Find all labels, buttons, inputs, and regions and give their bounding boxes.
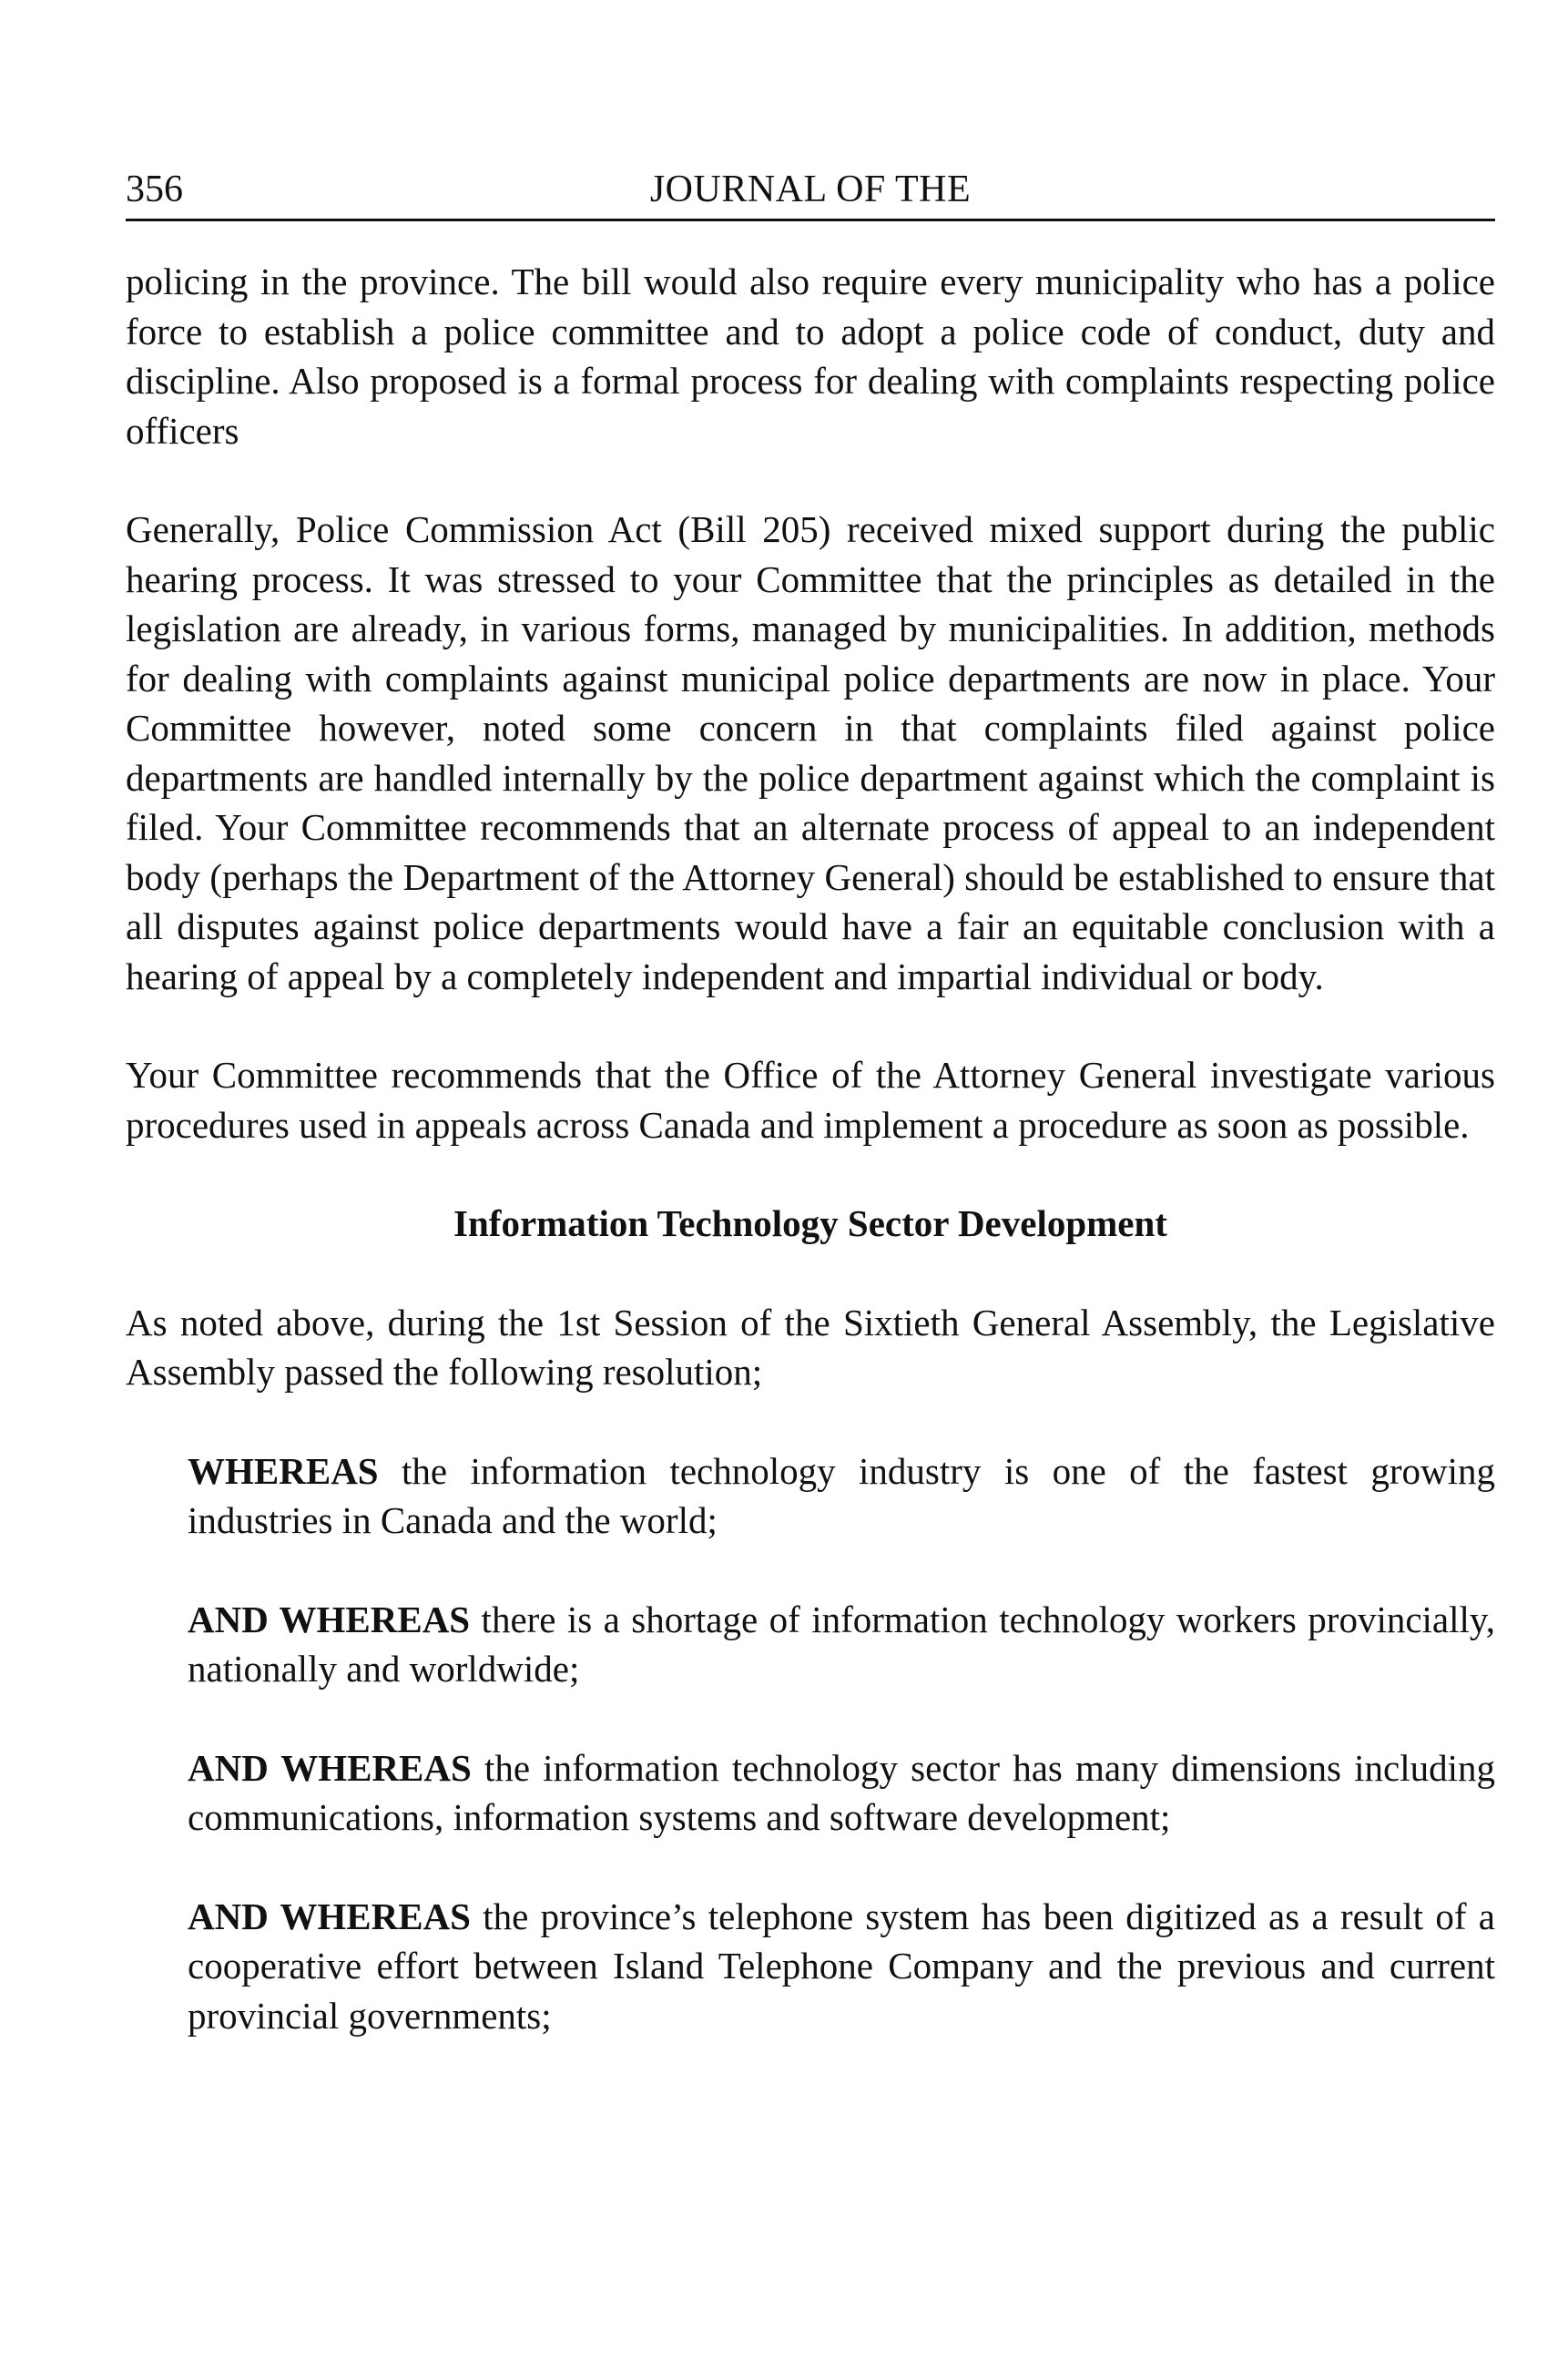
running-head: JOURNAL OF THE: [649, 169, 972, 210]
clause-text: the information technology sector has many dimensions including communications, information systems and software development;: [188, 1746, 1495, 1838]
clause-lead: AND WHEREAS: [188, 1746, 472, 1789]
paragraph-police-bill: policing in the province. The bill would also require every municipality who has a police force to establish a police committee and to adopt a police code of conduct, duty and discipline. Also proposed is a formal process for dealing with complaints respecting police officers: [126, 260, 1495, 452]
clause-text: the information technology industry is one of the fastest growing industries in Canada and the world;: [188, 1449, 1495, 1541]
resolution-clause: [188, 1892, 1495, 2041]
resolution-clause: [188, 1595, 1495, 1694]
clause-text: the province’s telephone system has been digitized as a result of a cooperative effort between Island Telephone Company and the previous and current provincial governments;: [188, 1895, 1495, 2037]
section-heading: Information Technology Sector Development: [453, 1202, 1167, 1244]
clause-lead: AND WHEREAS: [188, 1598, 471, 1640]
resolution-clause: [188, 1446, 1495, 1546]
resolution-clause: [188, 1743, 1495, 1843]
section-intro: As noted above, during the 1st Session of the Sixtieth General Assembly, the Legislative Assembly passed the following resolution;: [126, 1301, 1495, 1393]
page-number: 356: [126, 169, 183, 210]
paragraph-attorney-general: Your Committee recommends that the Office of the Attorney General investigate various procedures used in appeals across Canada and implement a procedure as soon as possible.: [126, 1054, 1495, 1146]
clause-text: there is a shortage of information technology workers provincially, nationally and worldwide;: [188, 1598, 1495, 1690]
clause-lead: WHEREAS: [188, 1449, 379, 1492]
clause-lead: AND WHEREAS: [188, 1895, 471, 1937]
paragraph-public-hearing: Generally, Police Commission Act (Bill 205) received mixed support during the public hearing process. It was stressed to your Committee that the principles as detailed in the legislation are already, in various forms, managed by municipalities. In addition, methods for dealing with complaints against municipal police departments are now in place. Your Committee however, noted some concern in that complaints filed against police departments are handled internally by the police department against which the complaint is filed. Your Committee recommends that an alternate process of appeal to an independent body (perhaps the Department of the Attorney General) should be established to ensure that all disputes against police departments would have a fair an equitable conclusion with a hearing of appeal by a completely independent and impartial individual or body.: [126, 508, 1495, 997]
page-header: [126, 166, 1495, 221]
body-text: [126, 257, 1495, 2040]
